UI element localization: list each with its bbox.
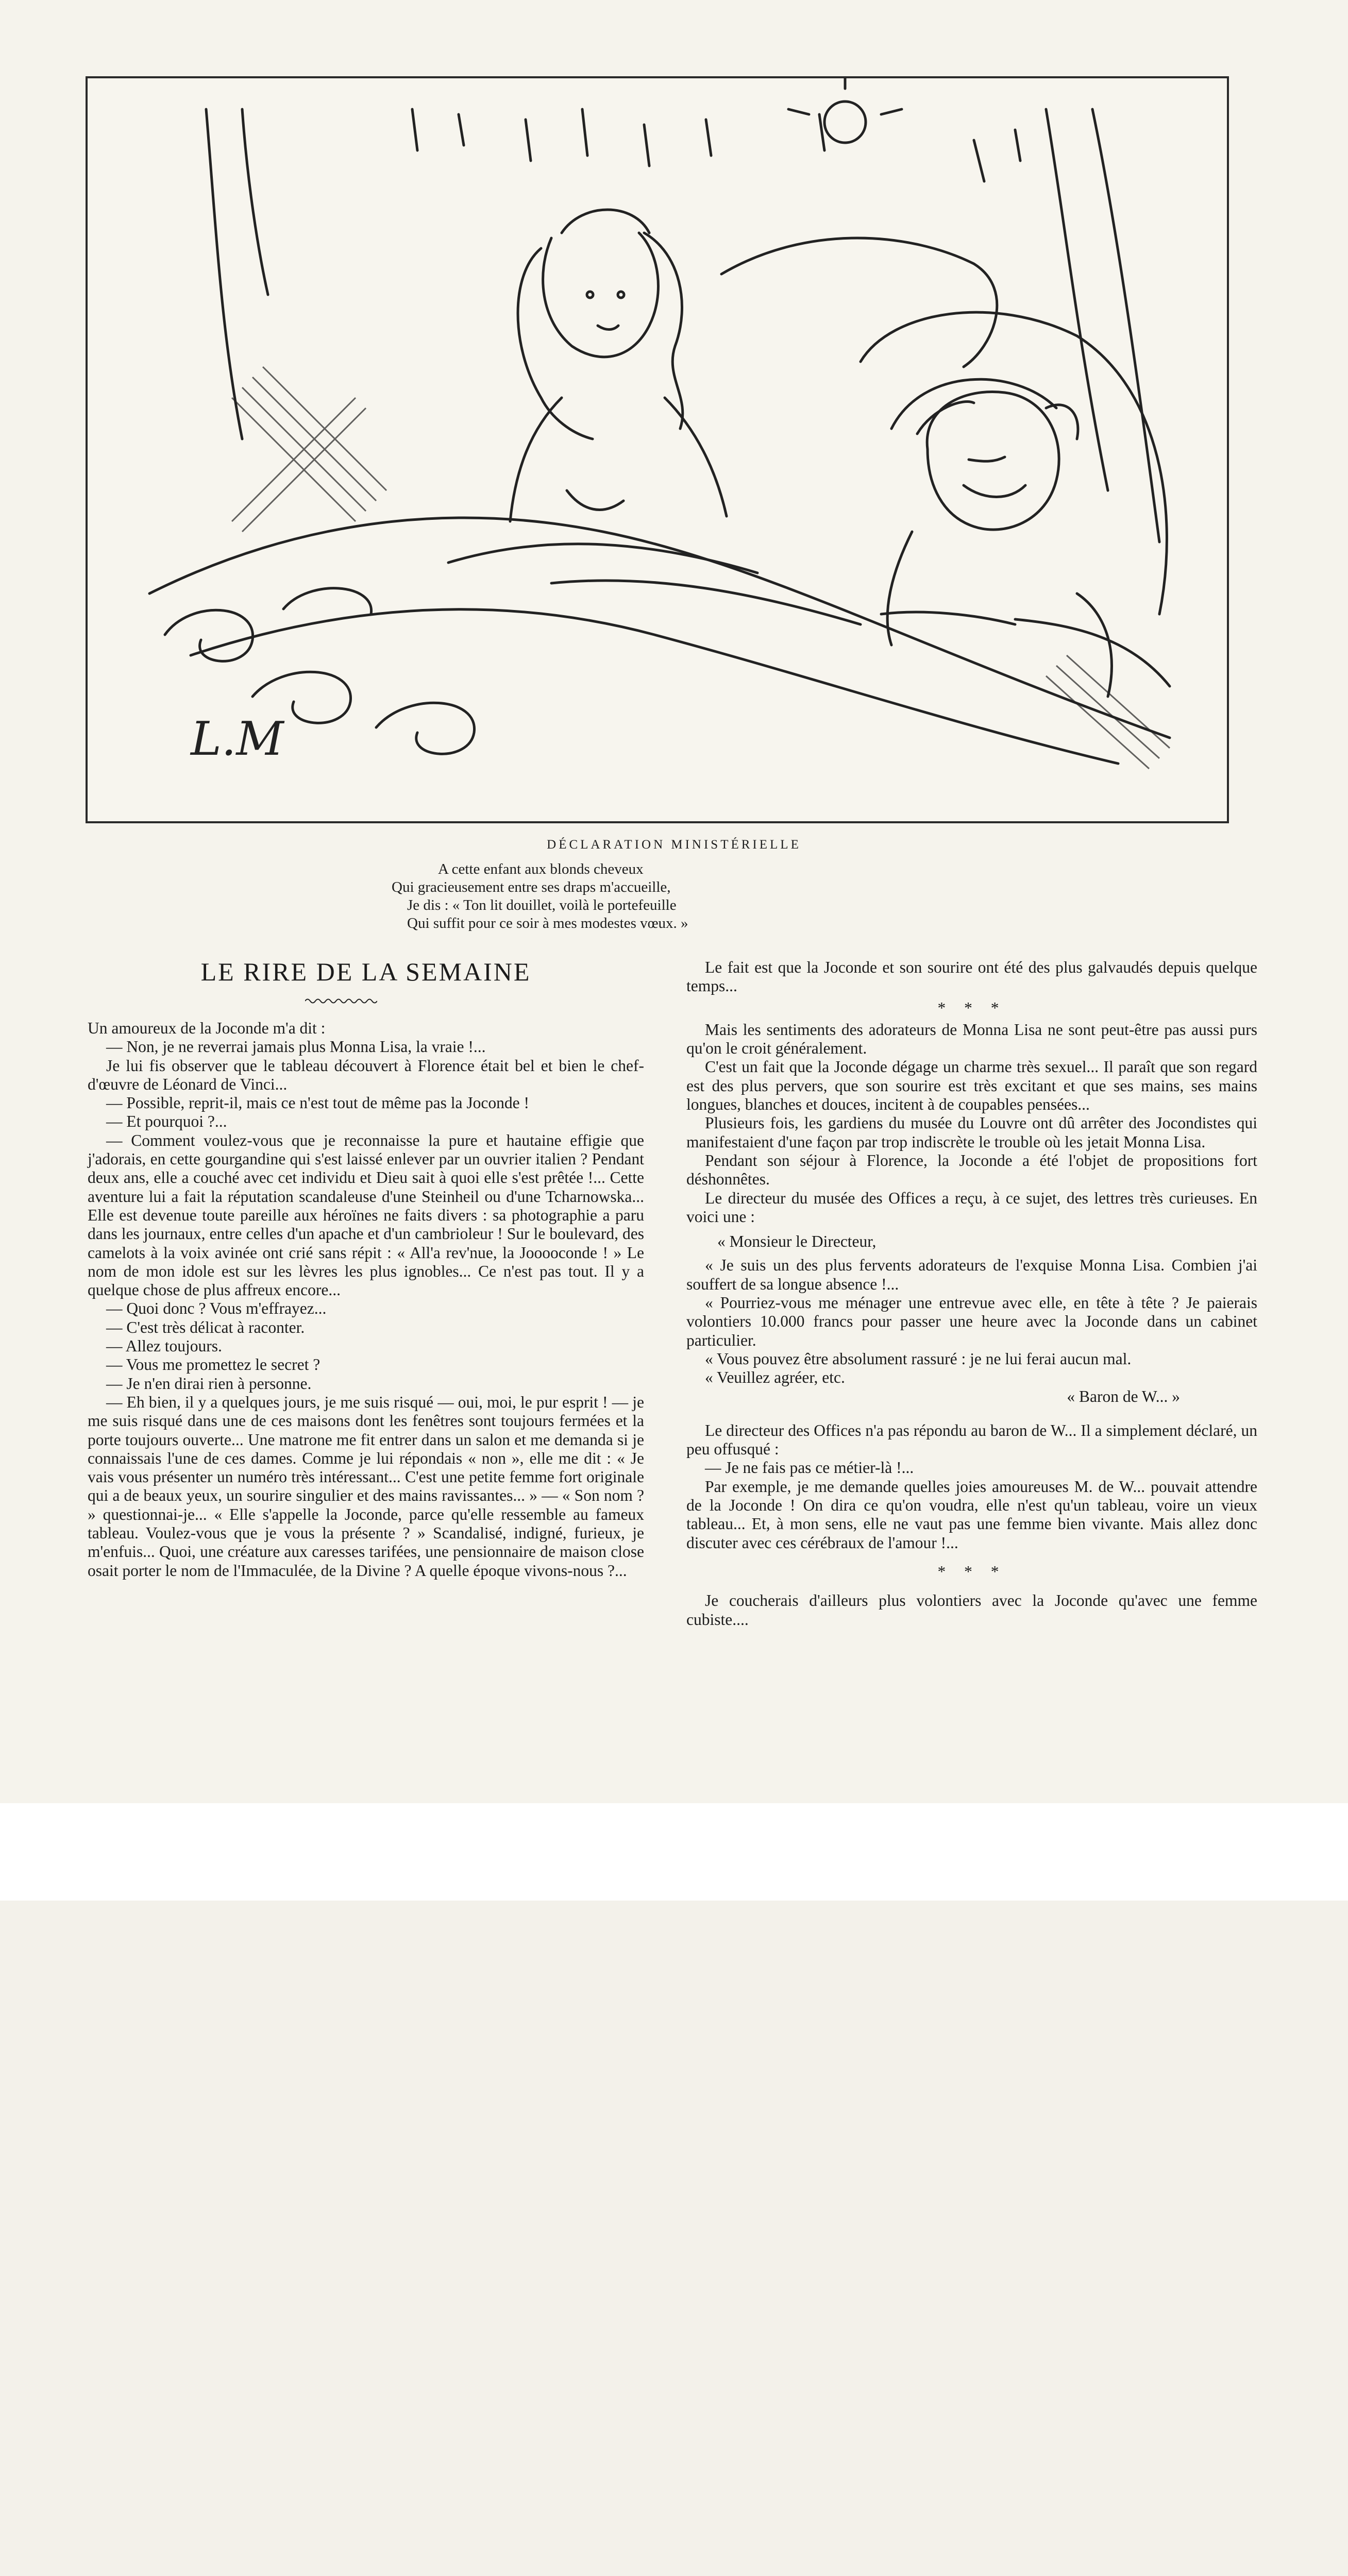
artist-signature: L.M — [191, 712, 284, 766]
verse-line: A cette enfant aux blonds cheveux — [438, 861, 644, 877]
paragraph: — Je ne fais pas ce métier-là !... — [705, 1459, 914, 1477]
paragraph: — Possible, reprit-il, mais ce n'est tout de même pas la Joconde ! — [106, 1094, 529, 1112]
paragraph: — Non, je ne reverrai jamais plus Monna Lisa, la vraie !... — [106, 1038, 486, 1056]
section-separator: * * * — [937, 1562, 1006, 1581]
paragraph: — C'est très délicat à raconter. — [106, 1318, 305, 1336]
verse-line: Qui suffit pour ce soir à mes modestes vœux. » — [407, 915, 688, 931]
paragraph: — Eh bien, il y a quelques jours, je me suis risqué — oui, moi, le pur esprit ! — je me suis risqué dans une de ces maisons dont les fenêtres sont toujours fermées et la porte toujours ouverte... Une matrone me fit entrer dans un salon et me demanda si je connaissais l'une de ces dames. Comme je lui répondais « non », elle me dit : « Je vais vous présenter un numéro très intéressant... C'est une petite femme fort originale qui a de beaux yeux, un sourire singulier et des mains ravissantes... » — « Son nom ? » questionnai-je... « Elle s'appelle la Joconde, parce qu'elle ressemble au fameux tableau. Voulez-vous que je vous la présente ? » Scandalisé, indigné, furieux, je m'enfuis... Quoi, une créature aux caresses tarifées, une pensionnaire de maison close osait porter le nom de l'Immaculée, de la Divine ? A quelle époque vivons-nous ?... — [88, 1393, 644, 1580]
headline-ornament — [305, 997, 377, 1005]
letter-paragraph: « Vous pouvez être absolument rassuré : je ne lui ferai aucun mal. — [705, 1349, 1132, 1368]
paragraph: Le directeur des Offices n'a pas répondu au baron de W... Il a simplement déclaré, un peu offusqué : — [686, 1421, 1257, 1459]
paragraph: — Allez toujours. — [106, 1337, 222, 1355]
paragraph: Un amoureux de la Joconde m'a dit : — [88, 1019, 326, 1037]
verse-line: Je dis : « Ton lit douillet, voilà le portefeuille — [407, 897, 677, 913]
paragraph: — Je n'en dirai rien à personne. — [106, 1374, 312, 1393]
letter-paragraph: « Pourriez-vous me ménager une entrevue avec elle, en tête à tête ? Je paierais volontiers 10.000 francs pour passer une heure avec la Joconde dans un cabinet particulier. — [686, 1294, 1257, 1349]
article-column-right — [686, 958, 1257, 1629]
paragraph: Par exemple, je me demande quelles joies amoureuses M. de W... pouvait attendre de la Joconde ! On dira ce qu'on voudra, elle n'est qu'un tableau, voire un vieux tableau... Et, à mon sens, elle ne vaut pas une femme bien vivante. Mais allez donc discuter avec ces cérébraux de l'amour !... — [686, 1477, 1257, 1552]
digitization-footer — [0, 1803, 1348, 1901]
letter-salutation: « Monsieur le Directeur, — [717, 1232, 877, 1251]
paragraph: Je coucherais d'ailleurs plus volontiers avec la Joconde qu'avec une femme cubiste.... — [686, 1591, 1257, 1629]
cartoon-drawing — [88, 78, 1227, 821]
paragraph: Je lui fis observer que le tableau découvert à Florence était bel et bien le chef-d'œuvre de Léonard de Vinci... — [88, 1056, 644, 1093]
paragraph: Pendant son séjour à Florence, la Joconde a été l'objet de propositions fort déshonnêtes. — [686, 1151, 1257, 1189]
paragraph: Le fait est que la Joconde et son sourire ont été des plus galvaudés depuis quelque temps... — [686, 958, 1257, 995]
paragraph: Le directeur du musée des Offices a reçu, à ce sujet, des lettres très curieuses. En voici une : — [686, 1189, 1257, 1226]
paragraph: Plusieurs fois, les gardiens du musée du Louvre ont dû arrêter des Jocondistes qui manifestaient d'une façon par trop indiscrète le trouble où les jetait Monna Lisa. — [686, 1114, 1257, 1151]
caption-title: DÉCLARATION MINISTÉRIELLE — [547, 838, 801, 852]
section-separator: * * * — [937, 998, 1006, 1017]
paragraph: Mais les sentiments des adorateurs de Monna Lisa ne sont peut-être pas aussi purs qu'on le croit généralement. — [686, 1020, 1257, 1058]
paragraph: — Et pourquoi ?... — [106, 1112, 227, 1131]
caption-verse — [392, 860, 958, 933]
letter-paragraph: « Je suis un des plus fervents adorateurs de l'exquise Monna Lisa. Combien j'ai souffert de sa longue absence !... — [686, 1256, 1257, 1293]
paragraph: — Comment voulez-vous que je reconnaisse la pure et hautaine effigie que j'adorais, en cette gourgandine qui s'est laissé enlever par un ouvrier italien ? Pendant deux ans, elle a couché avec cet individu et Dieu sait à quoi elle s'est prêtée !... Cette aventure lui a fait la réputation scandaleuse d'une Steinheil ou d'une Tcharnowska... Elle est devenue toute pareille aux héroïnes ne faits divers : sa photographie a paru dans les journaux, entre celles d'un apache et d'un cambrioleur ! Sur le boulevard, des camelots à la voix avinée ont crié sans répit : « All'a rev'nue, la Jooooconde ! » Le nom de mon idole est sur les lèvres les plus ignobles... Ce n'est pas tout. Il y a quelque chose de plus affreux encore... — [88, 1131, 644, 1299]
paragraph: — Quoi donc ? Vous m'effrayez... — [106, 1299, 327, 1318]
article-headline: LE RIRE DE LA SEMAINE — [200, 957, 531, 986]
paragraph: C'est un fait que la Joconde dégage un charme très sexuel... Il paraît que son regard est des plus pervers, que son sourire est très excitant et que ses mains, ses mains longues, blanches et douces, incitent à de coupables pensées... — [686, 1058, 1257, 1114]
cartoon-illustration — [86, 76, 1229, 823]
letter-signature: « Baron de W... » — [1067, 1387, 1180, 1405]
verse-line: Qui gracieusement entre ses draps m'accueille, — [392, 879, 671, 895]
paragraph: — Vous me promettez le secret ? — [106, 1355, 321, 1374]
letter-paragraph: « Veuillez agréer, etc. — [705, 1368, 845, 1387]
article-column-left — [88, 1019, 644, 1580]
